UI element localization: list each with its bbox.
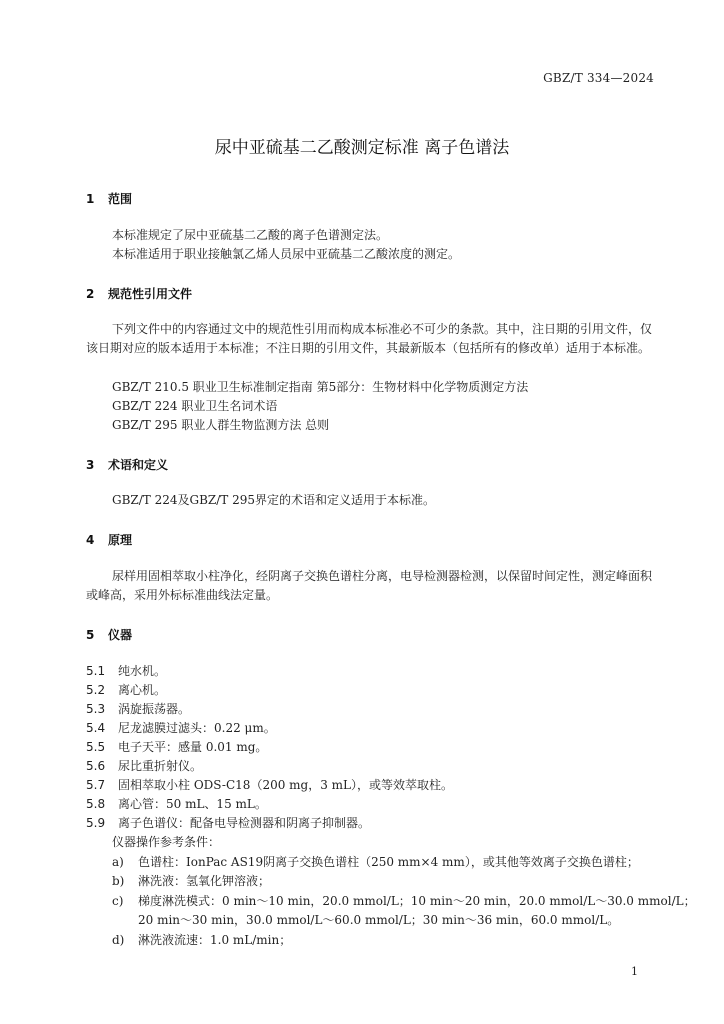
section-number: 2 [86,287,95,301]
section-4-paragraph: 尿样用固相萃取小柱净化，经阴离子交换色谱柱分离，电导检测器检测，以保留时间定性，测定峰面积或峰高，采用外标标准曲线法定量。 [86,569,653,602]
item-number: 5.9 [86,816,106,830]
sub-item [112,892,696,909]
list-item [86,776,453,793]
item-text: 离子色谱仪：配备电导检测器和阴离子抑制器。 [118,816,371,830]
section-3-line: GBZ/T 224及GBZ/T 295界定的术语和定义适用于本标准。 [112,493,436,507]
list-item [86,738,267,755]
reference-2: GBZ/T 224 职业卫生名词术语 [112,399,278,413]
item-number: 5.4 [86,721,106,735]
sub-item-letter: b) [112,874,125,888]
list-item [86,719,276,736]
reference-1: GBZ/T 210.5 职业卫生标准制定指南 第5部分：生物材料中化学物质测定方法 [112,380,529,394]
sub-item [112,853,639,870]
sub-item-text: 淋洗液流速：1.0 mL/min； [138,933,292,947]
item-text: 离心机。 [118,683,167,697]
sub-item-continuation: 20 min～30 min，30.0 mmol/L～60.0 mmol/L；30 min～36 min，60.0 mmol/L。 [138,913,620,927]
section-number: 1 [86,192,95,206]
item-number: 5.3 [86,702,106,716]
section-title: 规范性引用文件 [108,287,193,301]
section-number: 3 [86,458,95,472]
section-1-heading [86,190,132,207]
sub-item [112,931,291,948]
reference-3: GBZ/T 295 职业人群生物监测方法 总则 [112,418,330,432]
item-text: 电子天平：感量 0.01 mg。 [118,740,268,754]
item-text: 固相萃取小柱 ODS-C18（200 mg，3 mL），或等效萃取柱。 [118,778,454,792]
sub-item [112,872,270,889]
item-number: 5.1 [86,664,106,678]
page-number: 1 [631,965,638,978]
section-2-heading [86,285,192,302]
section-number: 4 [86,533,95,547]
section-title: 原理 [108,533,133,547]
section-1-line-1: 本标准规定了尿中亚硫基二乙酸的离子色谱测定法。 [112,228,389,242]
section-4-heading [86,531,132,548]
section-3-heading [86,456,168,473]
item-text: 尼龙滤膜过滤头：0.22 μm。 [118,721,276,735]
item-number: 5.5 [86,740,106,754]
sub-item-text: 梯度淋洗模式：0 min～10 min，20.0 mmol/L；10 min～20 min，20.0 mmol/L～30.0 mmol/L； [138,894,696,908]
section-5-heading [86,626,132,643]
item-number: 5.8 [86,797,106,811]
sub-item-text: 淋洗液：氢氧化钾溶液； [138,874,271,888]
section-title: 仪器 [108,628,133,642]
list-item [86,662,166,679]
list-item [86,681,166,698]
sub-item-text: 色谱柱：IonPac AS19阴离子交换色谱柱（250 mm×4 mm），或其他等效离子交换色谱柱； [138,855,639,869]
list-item [86,814,370,831]
sub-item-letter: d) [112,933,125,947]
item-text: 纯水机。 [118,664,167,678]
page-title: 尿中亚硫基二乙酸测定标准 离子色谱法 [214,138,510,158]
doc-code: GBZ/T 334—2024 [543,71,654,85]
section-title: 范围 [108,192,133,206]
sub-item-letter: c) [112,894,124,908]
section-1-line-2: 本标准适用于职业接触氯乙烯人员尿中亚硫基二乙酸浓度的测定。 [112,247,461,261]
item-number: 5.7 [86,778,106,792]
item-text: 尿比重折射仪。 [118,759,203,773]
item-text: 离心管：50 mL、15 mL。 [118,797,267,811]
sub-item-letter: a) [112,855,124,869]
item-number: 5.2 [86,683,106,697]
list-item [86,700,190,717]
item-text: 涡旋振荡器。 [118,702,191,716]
section-2-paragraph: 下列文件中的内容通过文中的规范性引用而构成本标准必不可少的条款。其中，注日期的引用文件，仅该日期对应的版本适用于本标准；不注日期的引用文件，其最新版本（包括所有的修改单）适用于本标准。 [86,322,653,355]
list-item [86,795,267,812]
item-number: 5.6 [86,759,106,773]
section-number: 5 [86,628,95,642]
section-title: 术语和定义 [108,458,169,472]
list-item [86,757,202,774]
reference-conditions-label: 仪器操作参考条件： [112,835,221,849]
